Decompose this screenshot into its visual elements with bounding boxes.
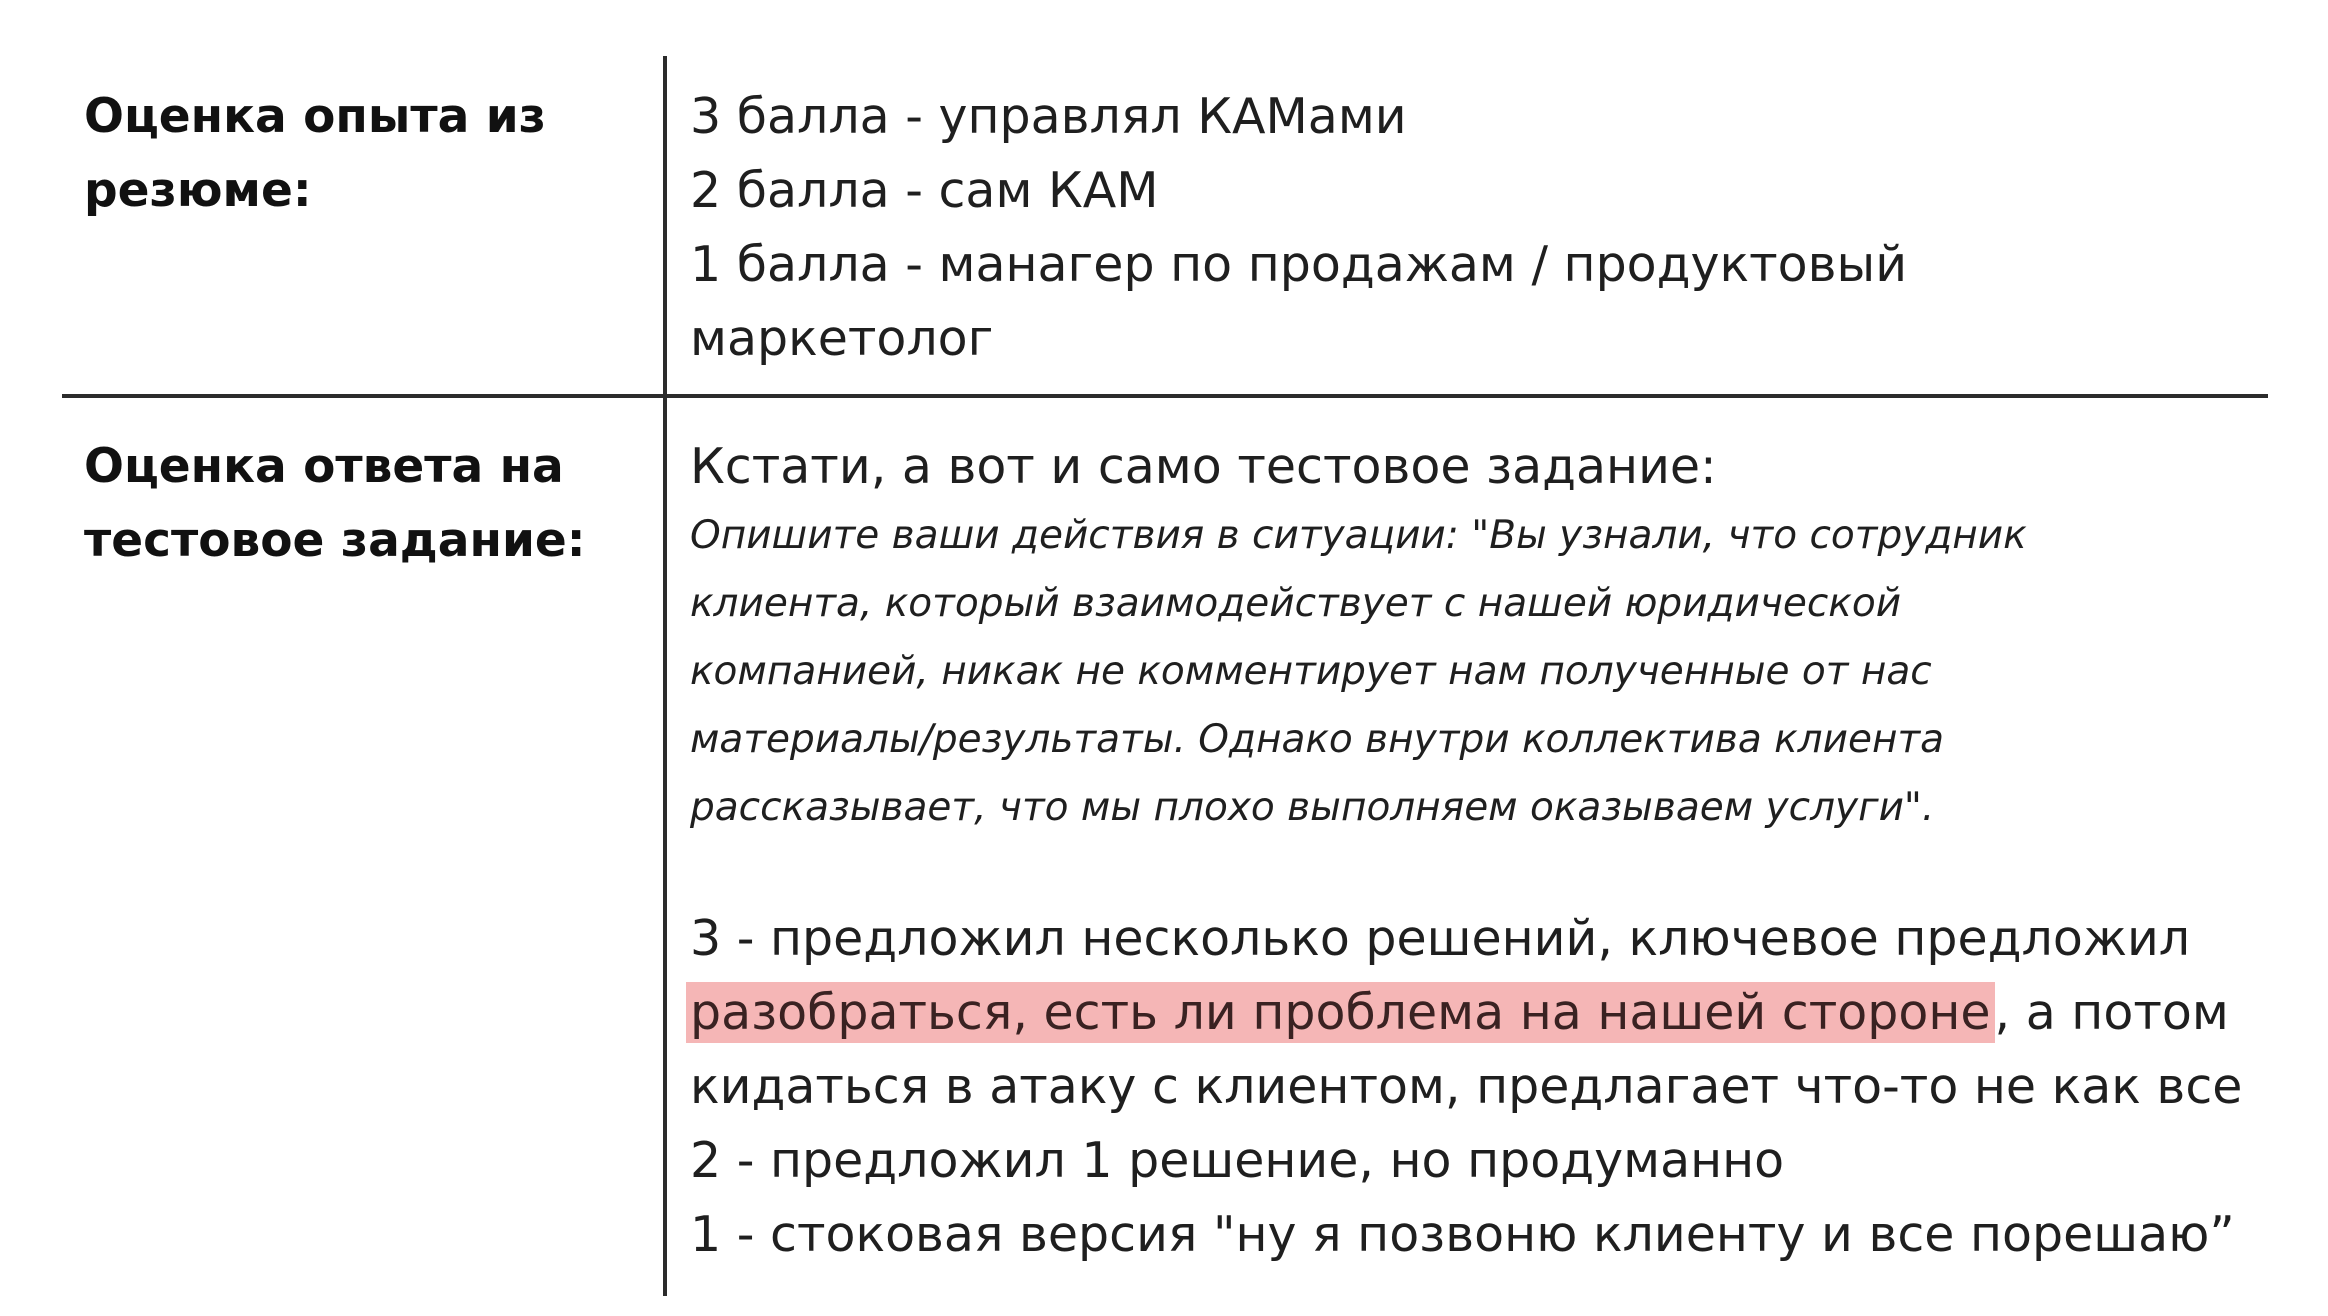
score-line: 2 - предложил 1 решение, но продуманно [690,1132,1785,1189]
score-line: 1 балла - манагер по продажам / продуктовый [690,236,1908,293]
table-horizontal-divider [62,394,2268,398]
score-line: 3 - предложил несколько решений, ключевое предложил [690,910,2191,967]
highlighted-text: разобраться, есть ли проблема на нашей стороне [686,982,1995,1043]
task-line: Опишите ваши действия в ситуации: "Вы узнали, что сотрудник [690,513,2027,558]
task-line: рассказывает, что мы плохо выполняем оказываем услуги". [690,785,1935,830]
score-line: кидаться в атаку с клиентом, предлагает что-то не как все [690,1058,2243,1115]
row-content-experience [690,80,1907,376]
score-line: 2 балла - сам КАМ [690,162,1159,219]
task-line: клиента, который взаимодействует с нашей юридической [690,581,1902,626]
row-label-experience [84,80,546,228]
test-task-intro: Кстати, а вот и само тестовое задание: [690,438,1717,495]
score-line-rest: , а потом [1994,984,2229,1041]
score-line: маркетолог [690,310,994,367]
score-line-highlighted [690,976,2242,1050]
label-line: Оценка ответа на [84,439,564,494]
label-line: тестовое задание: [84,513,586,568]
test-task-description [690,502,2027,842]
label-line: Оценка опыта из [84,89,546,144]
task-line: материалы/результаты. Однако внутри коллектива клиента [690,717,1945,762]
table-vertical-divider [663,56,667,1296]
test-task-scores [690,902,2242,1272]
score-line: 1 - стоковая версия "ну я позвоню клиенту и все порешаю” [690,1206,2235,1263]
score-line: 3 балла - управлял КАМами [690,88,1407,145]
task-line: компанией, никак не комментирует нам полученные от нас [690,649,1932,694]
label-line: резюме: [84,163,312,218]
row-label-test-task [84,430,586,578]
